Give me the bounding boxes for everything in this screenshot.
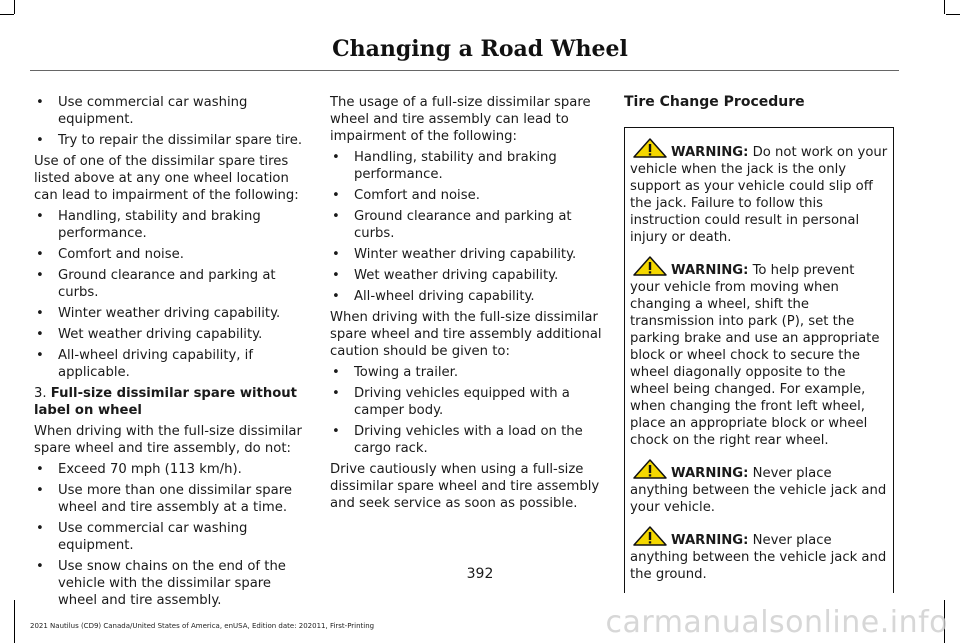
page-title: Changing a Road Wheel [332,36,628,62]
list-item: • All-wheel driving capability. [330,288,602,305]
warning-2 [630,256,888,449]
column-3 [624,94,894,593]
col2-caution-list [330,364,602,457]
column-2 [330,94,602,516]
list-item: • Comfort and noise. [330,187,602,204]
col2-closing: Drive cautiously when using a full-size dissimilar spare wheel and tire assembly and seek service as soon as possible. [330,462,600,511]
crop-mark-top-right-vertical [944,0,945,14]
list-item: • Driving vehicles equipped with a camper body. [330,385,602,419]
list-item: • Use snow chains on the end of the vehicle with the dissimilar spare wheel and tire assembly. [34,558,306,609]
warning-text: Do not work on your vehicle when the jack is the only support as your vehicle could slip off the jack. Failure to follow this instruction could result in personal injury or death. [630,145,888,245]
list-item: • Winter weather driving capability. [330,246,602,263]
list-item: • Comfort and noise. [34,246,306,263]
column-1 [34,94,306,613]
warning-triangle-icon [633,526,667,546]
warning-label: WARNING: [671,466,749,481]
warning-3 [630,459,888,516]
col1-do-not-list [34,461,306,609]
section-number: 3. [34,386,47,401]
list-item: • Exceed 70 mph (113 km/h). [34,461,306,478]
list-item: • Wet weather driving capability. [330,267,602,284]
list-item: • Towing a trailer. [330,364,602,381]
col2-intro: The usage of a full-size dissimilar spare wheel and tire assembly can lead to impairment of the following: [330,95,591,144]
warning-text: To help prevent your vehicle from moving when changing a wheel, shift the transmission into park (P), set the parking brake and use an appropriate block or wheel chock to secure the wheel diagonally opposite to the wheel being changed. For example, when changing the front left wheel, place an appropriate block or wheel chock on the right rear wheel. [630,263,880,448]
list-item: • Driving vehicles with a load on the cargo rack. [330,423,602,457]
list-item: • Winter weather driving capability. [34,305,306,322]
warning-triangle-icon [633,138,667,158]
warning-label: WARNING: [671,263,749,278]
list-item: • Use commercial car washing equipment. [34,520,306,554]
col1-intro: Use of one of the dissimilar spare tires listed above at any one wheel location can lead to impairment of the following: [34,154,299,203]
list-item: • Ground clearance and parking at curbs. [330,208,602,242]
list-item: • Handling, stability and braking performance. [330,149,602,183]
page-number: 392 [466,566,494,582]
section-heading [34,385,306,419]
list-item: • All-wheel driving capability, if applicable. [34,347,306,381]
section-intro: When driving with the full-size dissimilar spare wheel and tire assembly, do not: [34,424,302,456]
section-heading-tire-change: Tire Change Procedure [624,94,805,110]
list-item: • Wet weather driving capability. [34,326,306,343]
warning-triangle-icon [633,256,667,276]
footer-edition-info: 2021 Nautilus (CD9) Canada/United States of America, enUSA, Edition date: 202011, First-Printing [30,622,375,630]
col1-top-bullets [34,94,306,149]
warning-text: Never place anything between the vehicle jack and your vehicle. [630,466,887,515]
list-item: • Use more than one dissimilar spare wheel and tire assembly at a time. [34,482,306,516]
warning-text: Never place anything between the vehicle jack and the ground. [630,533,887,582]
crop-mark-top-right-horizontal [946,14,960,15]
warning-box [624,127,894,593]
col1-impairment-list [34,208,306,381]
warning-1 [630,138,888,246]
list-item: • Use commercial car washing equipment. [34,94,306,128]
list-item: • Try to repair the dissimilar spare tire. [34,132,306,149]
warning-label: WARNING: [671,533,749,548]
warning-triangle-icon [633,459,667,479]
section-title: Full-size dissimilar spare without label on wheel [34,386,297,418]
crop-mark-top-left-vertical [14,0,15,14]
crop-mark-top-left-horizontal [0,14,14,15]
crop-mark-bottom-left-vertical [14,600,15,643]
col2-caution-intro: When driving with the full-size dissimilar spare wheel and tire assembly additional caution should be given to: [330,310,602,359]
list-item: • Ground clearance and parking at curbs. [34,267,306,301]
watermark: carmanualsonline.info [605,605,948,640]
col2-impairment-list [330,149,602,305]
list-item: • Handling, stability and braking performance. [34,208,306,242]
warning-label: WARNING: [671,145,749,160]
header-rule [30,70,899,71]
